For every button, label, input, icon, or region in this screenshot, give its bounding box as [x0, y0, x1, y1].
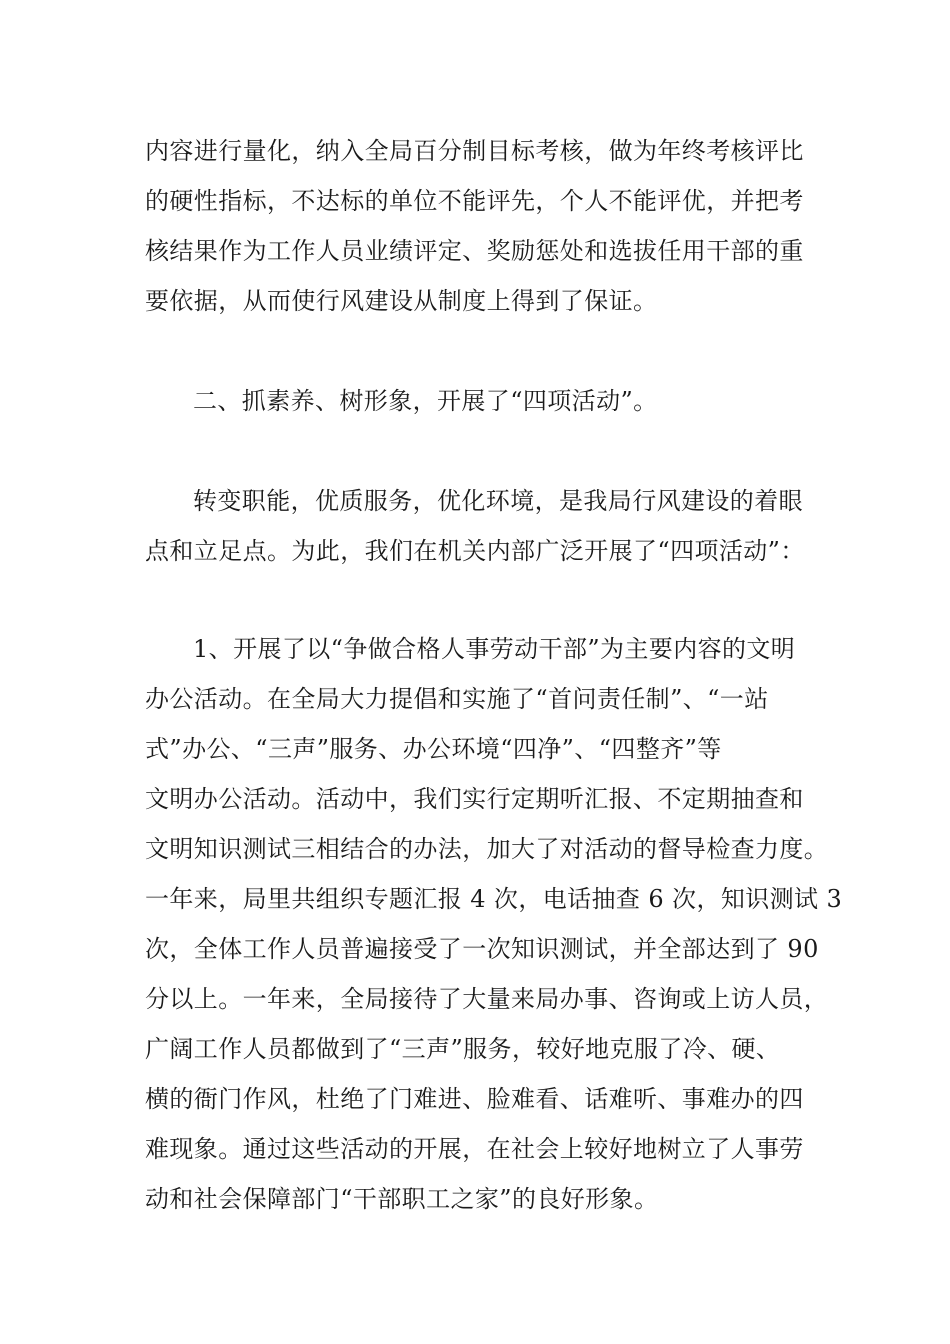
paragraph-line: 文明办公活动。活动中，我们实行定期听汇报、不定期抽查和	[145, 785, 804, 813]
paragraph-line: 广阔工作人员都做到了“三声”服务，较好地克服了冷、硬、	[145, 1035, 781, 1063]
paragraph-line: 文明知识测试三相结合的办法，加大了对活动的督导检查力度。	[145, 835, 829, 863]
paragraph-line: 1、开展了以“争做合格人事劳动干部”为主要内容的文明	[193, 635, 796, 663]
paragraph-line: 式”办公、“三声”服务、办公环境“四净”、“四整齐”等	[145, 735, 722, 763]
paragraph-line: 一年来，局里共组织专题汇报 4 次，电话抽查 6 次，知识测试 3	[145, 885, 843, 913]
paragraph-line: 核结果作为工作人员业绩评定、奖励惩处和选拔任用干部的重	[145, 237, 804, 265]
paragraph-line: 动和社会保障部门“干部职工之家”的良好形象。	[145, 1185, 659, 1213]
paragraph-line: 分以上。一年来，全局接待了大量来局办事、咨询或上访人员，	[145, 985, 829, 1013]
paragraph-line: 转变职能，优质服务，优化环境，是我局行风建设的着眼	[193, 487, 803, 515]
paragraph-line: 内容进行量化，纳入全局百分制目标考核，做为年终考核评比	[145, 137, 804, 165]
paragraph-line: 难现象。通过这些活动的开展，在社会上较好地树立了人事劳	[145, 1135, 804, 1163]
paragraph-line: 办公活动。在全局大力提倡和实施了“首问责任制”、“一站	[145, 685, 769, 713]
paragraph-line: 次，全体工作人员普遍接受了一次知识测试，并全部达到了 90	[145, 935, 819, 963]
section-heading: 二、抓素养、树形象，开展了“四项活动”。	[193, 387, 658, 415]
paragraph-line: 横的衙门作风，杜绝了门难进、脸难看、话难听、事难办的四	[145, 1085, 804, 1113]
paragraph-line: 点和立足点。为此，我们在机关内部广泛开展了“四项活动”：	[145, 537, 805, 565]
paragraph-line: 要依据，从而使行风建设从制度上得到了保证。	[145, 287, 658, 315]
paragraph-line: 的硬性指标，不达标的单位不能评先，个人不能评优，并把考	[145, 187, 804, 215]
